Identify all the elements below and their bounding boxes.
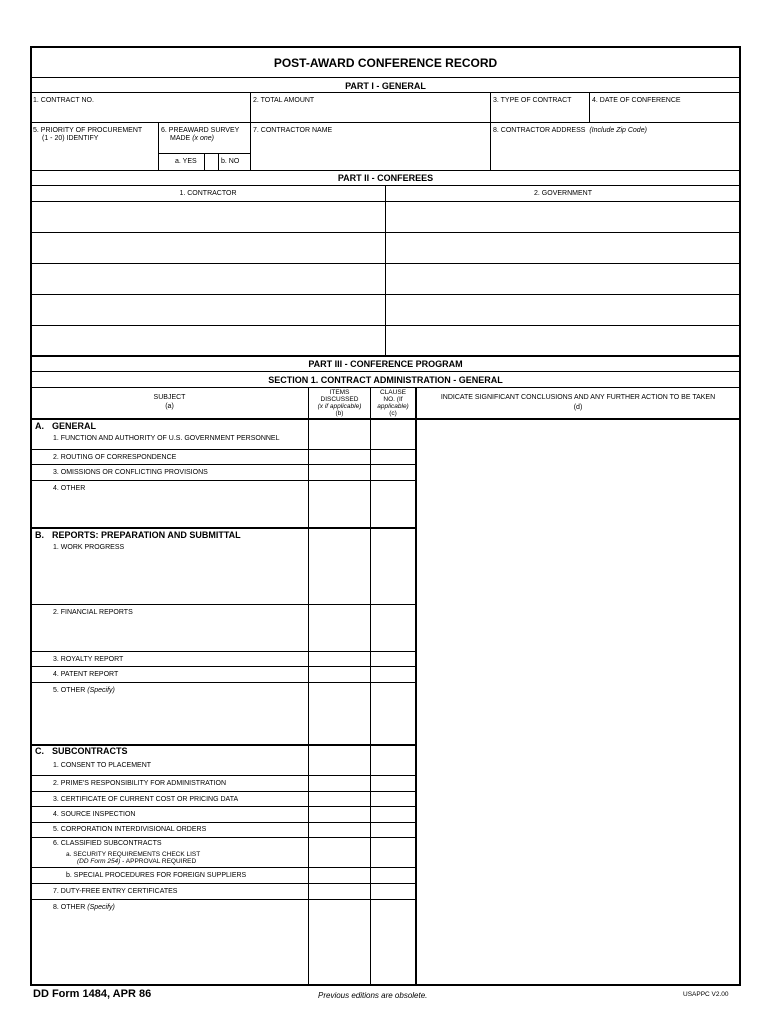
conferee-contractor-row[interactable] bbox=[33, 266, 382, 292]
section-c-item-6b: b. SPECIAL PROCEDURES FOR FOREIGN SUPPLIERS bbox=[66, 872, 247, 879]
conferee-contractor-label: 1. CONTRACTOR bbox=[179, 190, 237, 197]
conferee-government-row[interactable] bbox=[389, 266, 738, 292]
col-clause-header-3: applicable) bbox=[377, 403, 409, 410]
col-clause-header-2: NO. (If bbox=[383, 396, 403, 403]
col-subject-sub: (a) bbox=[165, 403, 174, 410]
section-b-item: 3. ROYALTY REPORT bbox=[53, 656, 124, 663]
conferee-contractor-row[interactable] bbox=[33, 328, 382, 353]
conferee-government-row[interactable] bbox=[389, 297, 738, 323]
col-conclusions-header: INDICATE SIGNIFICANT CONCLUSIONS AND ANY FURTHER ACTION TO BE TAKEN bbox=[440, 394, 716, 401]
section-b-other-note: (Specify) bbox=[87, 687, 115, 694]
section-c-item: 5. CORPORATION INTERDIVISIONAL ORDERS bbox=[53, 826, 207, 833]
section-b-heading: REPORTS: PREPARATION AND SUBMITTAL bbox=[52, 530, 241, 540]
form-title: POST-AWARD CONFERENCE RECORD bbox=[273, 56, 498, 70]
contractor-address-label: 8. CONTRACTOR ADDRESS (Include Zip Code) bbox=[493, 127, 647, 134]
conferee-contractor-row[interactable] bbox=[33, 235, 382, 261]
total-amount-label: 2. TOTAL AMOUNT bbox=[253, 97, 315, 104]
col-clause-header-4: (c) bbox=[389, 410, 397, 417]
col-items-header-2: DISCUSSED bbox=[320, 396, 359, 403]
section-a-heading: GENERAL bbox=[52, 421, 97, 431]
part1-heading: PART I - GENERAL bbox=[345, 81, 426, 91]
part3-heading: PART III - CONFERENCE PROGRAM bbox=[308, 359, 463, 369]
total-amount-field[interactable] bbox=[253, 106, 487, 120]
section-c-item: 1. CONSENT TO PLACEMENT bbox=[53, 762, 152, 769]
preaward-no-label: b. NO bbox=[221, 158, 240, 165]
col-conclusions-sub: (d) bbox=[573, 404, 583, 411]
conferee-contractor-row[interactable] bbox=[33, 297, 382, 323]
form-version: USAPPC V2.00 bbox=[683, 991, 729, 998]
section-b-item: 4. PATENT REPORT bbox=[53, 671, 119, 678]
section-c-item: 3. CERTIFICATE OF CURRENT COST OR PRICING DATA bbox=[53, 796, 239, 803]
conferee-government-row[interactable] bbox=[389, 328, 738, 353]
col-items-header-1: ITEMS bbox=[329, 389, 350, 396]
preaward-label-line2: MADE (x one) bbox=[170, 135, 214, 142]
col-clause-header-1: CLAUSE bbox=[379, 389, 406, 396]
obsolete-note: Previous editions are obsolete. bbox=[318, 991, 428, 1000]
type-of-contract-label: 3. TYPE OF CONTRACT bbox=[493, 97, 572, 104]
contractor-name-label: 7. CONTRACTOR NAME bbox=[253, 127, 333, 134]
contractor-address-note: (Include Zip Code) bbox=[589, 127, 647, 134]
date-of-conference-label: 4. DATE OF CONFERENCE bbox=[592, 97, 681, 104]
preaward-label-line1: 6. PREAWARD SURVEY bbox=[161, 127, 240, 134]
section-b-letter: B. bbox=[35, 530, 44, 540]
section-c-letter: C. bbox=[35, 746, 44, 756]
contract-no-field[interactable] bbox=[33, 106, 247, 120]
section-c-heading: SUBCONTRACTS bbox=[52, 746, 128, 756]
form-id: DD Form 1484, APR 86 bbox=[33, 988, 152, 1000]
section-a-item: 3. OMISSIONS OR CONFLICTING PROVISIONS bbox=[53, 469, 208, 476]
col-items-header-4: (b) bbox=[335, 410, 344, 417]
section-c-item: 2. PRIME'S RESPONSIBILITY FOR ADMINISTRATION bbox=[53, 780, 226, 787]
section-a-item: 1. FUNCTION AND AUTHORITY OF U.S. GOVERNMENT PERSONNEL bbox=[53, 435, 280, 442]
section-c-other-note: (Specify) bbox=[87, 904, 115, 911]
conferee-government-row[interactable] bbox=[389, 235, 738, 261]
section-a-item: 4. OTHER bbox=[53, 485, 86, 492]
col-subject-header: SUBJECT bbox=[153, 394, 186, 401]
section1-heading: SECTION 1. CONTRACT ADMINISTRATION - GENERAL bbox=[268, 375, 503, 385]
conferee-government-row[interactable] bbox=[389, 204, 738, 230]
section-c-item-6a-line2: (DD Form 254) - APPROVAL REQUIRED bbox=[77, 858, 197, 865]
section-c-item-6a-line1: a. SECURITY REQUIREMENTS CHECK LIST bbox=[66, 851, 201, 858]
section-b-item: 1. WORK PROGRESS bbox=[53, 544, 125, 551]
preaward-yes-label: a. YES bbox=[175, 158, 197, 165]
section-a-letter: A. bbox=[35, 421, 44, 431]
date-of-conference-field[interactable] bbox=[592, 106, 738, 120]
section-c-item-8: 8. OTHER (Specify) bbox=[53, 904, 115, 911]
contract-no-label: 1. CONTRACT NO. bbox=[33, 97, 94, 104]
priority-label-line2: (1 - 20) IDENTIFY bbox=[42, 135, 99, 142]
section-c-item: 6. CLASSIFIED SUBCONTRACTS bbox=[53, 840, 162, 847]
section-c-item: 4. SOURCE INSPECTION bbox=[53, 811, 136, 818]
section-b-item: 5. OTHER (Specify) bbox=[53, 687, 115, 694]
type-of-contract-field[interactable] bbox=[493, 106, 586, 120]
conclusions-field[interactable] bbox=[418, 421, 738, 982]
part2-heading: PART II - CONFEREES bbox=[337, 173, 434, 183]
conferee-contractor-row[interactable] bbox=[33, 204, 382, 230]
priority-label-line1: 5. PRIORITY OF PROCUREMENT bbox=[33, 127, 143, 134]
section-c-item-7: 7. DUTY-FREE ENTRY CERTIFICATES bbox=[53, 888, 178, 895]
section-b-item: 2. FINANCIAL REPORTS bbox=[53, 609, 133, 616]
preaward-note: (x one) bbox=[192, 135, 214, 142]
conferee-government-label: 2. GOVERNMENT bbox=[534, 190, 592, 197]
section-a-item: 2. ROUTING OF CORRESPONDENCE bbox=[53, 454, 177, 461]
col-items-header-3: (x if applicable) bbox=[317, 403, 362, 410]
